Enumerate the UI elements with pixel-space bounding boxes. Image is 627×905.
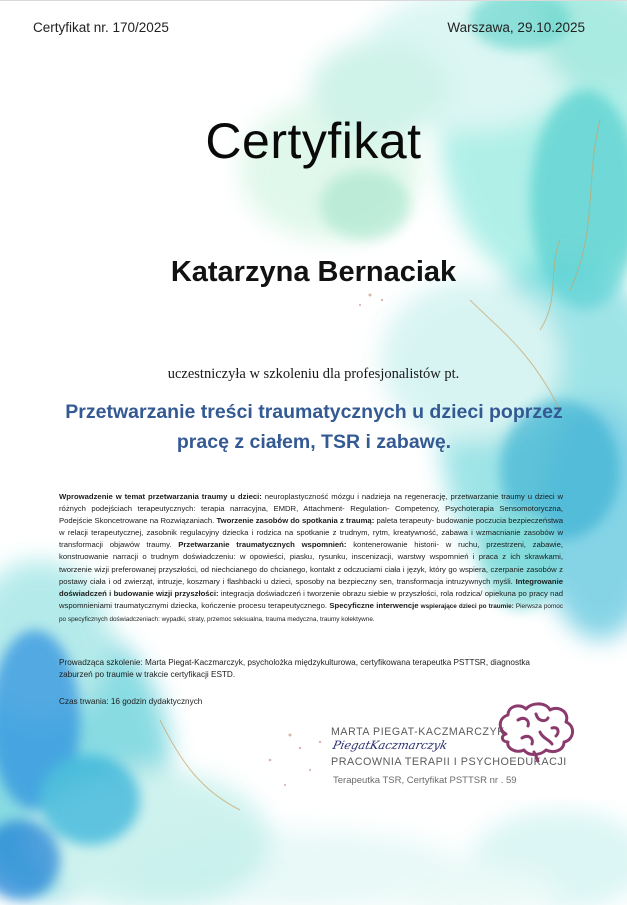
program-text-5: Pierwsza pomoc po specyficznych doświadczeniach: wypadki, straty, przemoc seksualna, trauma medyczna, traumy kolektywne. <box>59 602 563 623</box>
certificate-title: Certyfikat <box>205 113 422 169</box>
stamp-role: Terapeutka TSR, Certyfikat PSTTSR nr . 59 <box>333 775 517 786</box>
program-heading-4: Integrowanie doświadczeń i budowanie wizji przyszłości: <box>59 576 563 598</box>
course-title: Przetwarzanie treści traumatycznych u dzieci poprzez pracę z ciałem, TSR i zabawę. <box>65 401 563 453</box>
handwritten-signature: PiegatKaczmarczyk <box>331 738 449 752</box>
program-text-3: kontenerowanie historii- w ruchu, przestrzeni, zabawie, konstruowanie narracji o trudnym doświadczeniu: w opowieści, piasku, rysunku, inscenizacji, warstwy wspomnień i praca z ich skrawkami, tworzenie wizji preferowanej przyszłości, od niechcianego do chcianego, kontakt z odczuciami ciała i język, który go wspiera, czerpanie zasobów z postawy ciała i od zwierząt, intruzje, koszmary i flashbacki u dzieci, sposoby na bezpieczny sen, transformacja intruzywnych myśli. <box>59 540 564 586</box>
certificate-number: Certyfikat nr. 170/2025 <box>33 20 169 35</box>
stamp-name: MARTA PIEGAT-KACZMARCZYK <box>331 726 505 738</box>
trainer-info: Prowadząca szkolenie: Marta Piegat-Kaczmarczyk, psycholożka międzykulturowa, certyfikowana terapeutka PSTTSR, diagnostka zaburzeń po traumie w trakcie certyfikacji ESTD. <box>59 658 530 680</box>
program-heading-5: Specyficzne interwencje <box>329 600 419 610</box>
program-text-2: paleta terapeuty- budowanie poczucia bezpieczeństwa w relacji terapeutycznej, zasobnik regulacyjny dziecka i rodzica na spotkanie z trudnym, rytm, kreatywność, zabawa i wzmacnianie zasobów w transformacji objawów traumy. <box>59 516 564 550</box>
program-text-4: integracja doświadczeń i tworzenie obrazu siebie w przyszłości, rola rodzica/ opiekuna po pracy nad wspomnieniami traumatycznymi dziecka, kończenie procesu terapeutycznego. <box>59 588 563 610</box>
program-description <box>59 491 563 626</box>
program-heading-2: Tworzenie zasobów do spotkania z traumą: <box>216 516 375 526</box>
program-heading-3: Przetwarzanie traumatycznych wspomnień: <box>178 540 347 550</box>
duration-info: Czas trwania: 16 godzin dydaktycznych <box>59 697 203 706</box>
intro-text: uczestniczyła w szkoleniu dla profesjonalistów pt. <box>167 366 460 382</box>
program-heading-1: Wprowadzenie w temat przetwarzania traumy u dzieci: <box>59 492 262 501</box>
brain-icon <box>494 700 578 762</box>
program-text-1: neuroplastyczność mózgu i nadzieja na regenerację, przetwarzanie traumy u dzieci w różnych podejściach terapeutycznych: terapia narracyjna, EMDR, Attachment- Regulation- Competency, Psychoterapia Sensomotoryczna, Podejście Skoncetrowane na Rozwiązaniach. <box>59 492 563 526</box>
participant-name: Katarzyna Bernaciak <box>170 256 457 288</box>
stamp-organization: PRACOWNIA TERAPII I PSYCHOEDUKACJI <box>331 756 567 768</box>
place-and-date: Warszawa, 29.10.2025 <box>447 20 585 35</box>
program-heading-5-small: wspierające dzieci po traumie: <box>418 602 514 610</box>
